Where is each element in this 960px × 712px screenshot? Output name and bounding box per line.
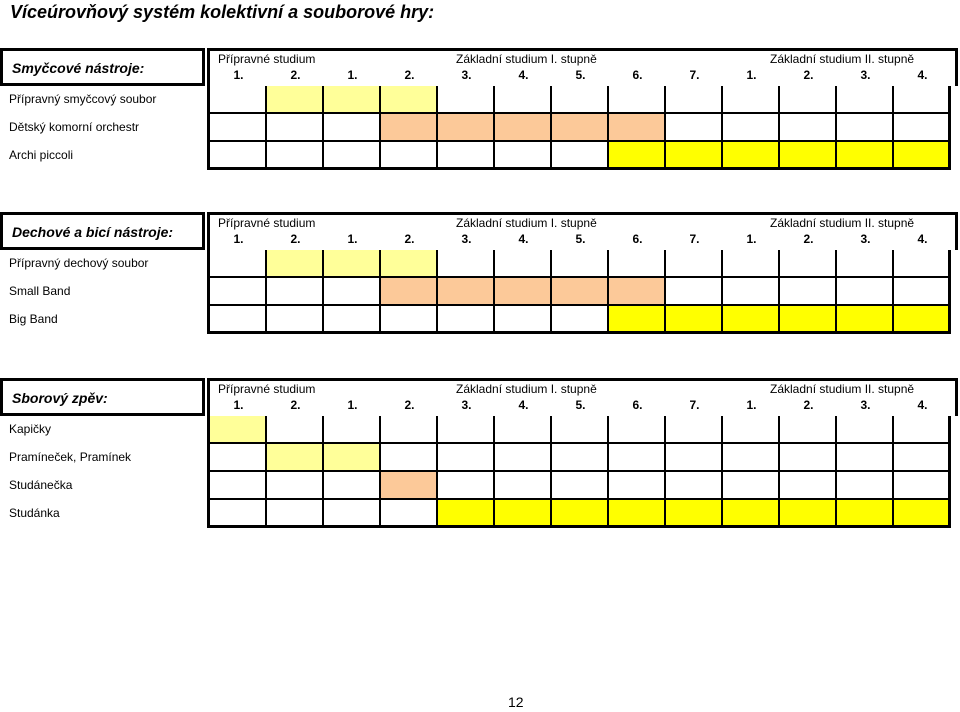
year-cell xyxy=(495,416,552,444)
year-cell xyxy=(666,472,723,500)
year-cell xyxy=(495,114,552,142)
year-cell xyxy=(207,416,267,444)
column-group-label: Základní studium I. stupně xyxy=(456,52,597,66)
year-cell xyxy=(267,142,324,170)
table-row xyxy=(0,86,960,114)
column-year-label: 6. xyxy=(632,398,643,412)
year-cell xyxy=(723,500,780,528)
year-cell xyxy=(324,500,381,528)
column-group-label: Přípravné studium xyxy=(218,216,316,230)
section-title: Dechové a bicí nástroje: xyxy=(12,224,174,240)
year-cell xyxy=(894,306,951,334)
year-cell xyxy=(438,114,495,142)
year-cell xyxy=(666,500,723,528)
column-group-label: Přípravné studium xyxy=(218,382,316,396)
year-cell xyxy=(495,278,552,306)
year-cell xyxy=(723,86,780,114)
section-1 xyxy=(0,48,960,170)
year-cell xyxy=(609,306,666,334)
column-year-label: 5. xyxy=(575,68,586,82)
year-cell xyxy=(381,86,438,114)
year-cell xyxy=(438,500,495,528)
column-year-label: 6. xyxy=(632,232,643,246)
year-cell xyxy=(780,142,837,170)
year-cell xyxy=(438,472,495,500)
year-cell xyxy=(381,114,438,142)
column-year-label: 2. xyxy=(290,68,301,82)
year-cell xyxy=(324,250,381,278)
year-cell xyxy=(780,416,837,444)
year-cell xyxy=(894,416,951,444)
year-cell xyxy=(837,472,894,500)
column-year-label: 1. xyxy=(746,398,757,412)
column-year-label: 3. xyxy=(860,232,871,246)
year-cell xyxy=(666,250,723,278)
column-year-label: 2. xyxy=(290,232,301,246)
column-year-label: 3. xyxy=(860,398,871,412)
year-cell xyxy=(324,444,381,472)
year-cell xyxy=(780,86,837,114)
year-cell xyxy=(780,444,837,472)
table-row xyxy=(0,416,960,444)
column-year-label: 2. xyxy=(404,232,415,246)
year-cell xyxy=(894,250,951,278)
year-cell xyxy=(609,278,666,306)
year-cell xyxy=(495,306,552,334)
year-cell xyxy=(495,444,552,472)
year-cell xyxy=(780,250,837,278)
section-title-box xyxy=(0,212,205,250)
year-cell xyxy=(609,500,666,528)
column-year-label: 7. xyxy=(689,232,700,246)
year-cell xyxy=(780,278,837,306)
year-cell xyxy=(438,416,495,444)
year-cell xyxy=(324,114,381,142)
year-cell xyxy=(381,416,438,444)
column-year-label: 2. xyxy=(803,232,814,246)
column-year-label: 6. xyxy=(632,68,643,82)
year-cell xyxy=(609,444,666,472)
year-cell xyxy=(438,278,495,306)
year-cell xyxy=(381,142,438,170)
table-row xyxy=(0,250,960,278)
column-year-label: 4. xyxy=(917,232,928,246)
year-cell xyxy=(894,114,951,142)
year-cell xyxy=(207,278,267,306)
year-cell xyxy=(552,500,609,528)
ensemble-name: Studánka xyxy=(9,506,60,520)
year-cell xyxy=(267,250,324,278)
year-cell xyxy=(267,416,324,444)
year-cell xyxy=(381,278,438,306)
column-year-label: 4. xyxy=(917,398,928,412)
year-cell xyxy=(894,472,951,500)
ensemble-name: Přípravný smyčcový soubor xyxy=(9,92,157,106)
year-cell xyxy=(438,306,495,334)
year-cell xyxy=(894,444,951,472)
column-year-label: 1. xyxy=(347,68,358,82)
year-cell xyxy=(324,306,381,334)
year-cell xyxy=(666,416,723,444)
year-cell xyxy=(207,500,267,528)
year-cell xyxy=(552,114,609,142)
ensemble-name: Kapičky xyxy=(9,422,52,436)
column-group-label: Základní studium I. stupně xyxy=(456,216,597,230)
year-cell xyxy=(552,416,609,444)
section-title: Smyčcové nástroje: xyxy=(12,60,145,76)
year-cell xyxy=(552,472,609,500)
column-year-label: 1. xyxy=(347,232,358,246)
ensemble-name: Big Band xyxy=(9,312,58,326)
column-year-label: 7. xyxy=(689,398,700,412)
year-cell xyxy=(666,278,723,306)
section-3 xyxy=(0,378,960,528)
ensemble-name: Pramíneček, Pramínek xyxy=(9,450,132,464)
column-year-label: 1. xyxy=(233,398,244,412)
year-cell xyxy=(723,472,780,500)
column-year-label: 7. xyxy=(689,68,700,82)
year-cell xyxy=(609,86,666,114)
year-cell xyxy=(837,306,894,334)
column-header xyxy=(207,378,958,416)
year-cell xyxy=(324,86,381,114)
year-cell xyxy=(207,472,267,500)
column-year-label: 3. xyxy=(461,398,472,412)
column-group-label: Základní studium II. stupně xyxy=(770,52,915,66)
year-cell xyxy=(609,416,666,444)
column-year-label: 3. xyxy=(461,68,472,82)
column-year-label: 1. xyxy=(233,232,244,246)
column-year-label: 2. xyxy=(290,398,301,412)
year-cell xyxy=(438,250,495,278)
year-cell xyxy=(267,306,324,334)
ensemble-name: Dětský komorní orchestr xyxy=(9,120,140,134)
year-cell xyxy=(324,278,381,306)
column-group-label: Základní studium II. stupně xyxy=(770,382,915,396)
year-cell xyxy=(666,86,723,114)
year-cell xyxy=(666,142,723,170)
section-title: Sborový zpěv: xyxy=(12,390,108,406)
year-cell xyxy=(207,86,267,114)
year-cell xyxy=(723,142,780,170)
table-row xyxy=(0,114,960,142)
year-cell xyxy=(837,114,894,142)
column-year-label: 1. xyxy=(746,232,757,246)
year-cell xyxy=(267,86,324,114)
year-cell xyxy=(207,306,267,334)
year-cell xyxy=(438,86,495,114)
year-cell xyxy=(723,250,780,278)
year-cell xyxy=(837,86,894,114)
year-cell xyxy=(894,86,951,114)
table-row xyxy=(0,500,960,528)
year-cell xyxy=(552,250,609,278)
ensemble-name: Small Band xyxy=(9,284,71,298)
column-group-label: Základní studium I. stupně xyxy=(456,382,597,396)
year-cell xyxy=(780,306,837,334)
year-cell xyxy=(381,472,438,500)
year-cell xyxy=(324,472,381,500)
year-cell xyxy=(381,306,438,334)
year-cell xyxy=(381,500,438,528)
year-cell xyxy=(894,278,951,306)
year-cell xyxy=(666,444,723,472)
year-cell xyxy=(207,142,267,170)
year-cell xyxy=(666,114,723,142)
column-year-label: 5. xyxy=(575,232,586,246)
year-cell xyxy=(723,444,780,472)
year-cell xyxy=(495,500,552,528)
table-row xyxy=(0,306,960,334)
year-cell xyxy=(609,472,666,500)
year-cell xyxy=(207,114,267,142)
year-cell xyxy=(267,114,324,142)
section-title-box xyxy=(0,378,205,416)
year-cell xyxy=(609,142,666,170)
year-cell xyxy=(894,500,951,528)
column-year-label: 2. xyxy=(404,398,415,412)
year-cell xyxy=(837,142,894,170)
column-year-label: 4. xyxy=(518,232,529,246)
ensemble-name: Archi piccoli xyxy=(9,148,74,162)
column-group-label: Základní studium II. stupně xyxy=(770,216,915,230)
year-cell xyxy=(207,250,267,278)
year-cell xyxy=(267,278,324,306)
ensemble-name: Studánečka xyxy=(9,478,73,492)
year-cell xyxy=(837,278,894,306)
year-cell xyxy=(609,250,666,278)
year-cell xyxy=(666,306,723,334)
table-row xyxy=(0,142,960,170)
year-cell xyxy=(609,114,666,142)
year-cell xyxy=(552,142,609,170)
year-cell xyxy=(495,86,552,114)
year-cell xyxy=(780,500,837,528)
year-cell xyxy=(723,416,780,444)
year-cell xyxy=(495,250,552,278)
year-cell xyxy=(324,142,381,170)
year-cell xyxy=(552,86,609,114)
column-year-label: 2. xyxy=(803,68,814,82)
year-cell xyxy=(207,444,267,472)
year-cell xyxy=(837,416,894,444)
year-cell xyxy=(381,444,438,472)
column-year-label: 4. xyxy=(518,398,529,412)
column-year-label: 2. xyxy=(803,398,814,412)
year-cell xyxy=(552,444,609,472)
column-group-label: Přípravné studium xyxy=(218,52,316,66)
year-cell xyxy=(780,472,837,500)
column-year-label: 4. xyxy=(518,68,529,82)
column-header xyxy=(207,48,958,86)
column-header xyxy=(207,212,958,250)
column-year-label: 1. xyxy=(233,68,244,82)
year-cell xyxy=(552,306,609,334)
column-year-label: 2. xyxy=(404,68,415,82)
year-cell xyxy=(381,250,438,278)
column-year-label: 3. xyxy=(860,68,871,82)
year-cell xyxy=(324,416,381,444)
section-2 xyxy=(0,212,960,334)
year-cell xyxy=(438,142,495,170)
year-cell xyxy=(267,500,324,528)
year-cell xyxy=(894,142,951,170)
column-year-label: 1. xyxy=(347,398,358,412)
year-cell xyxy=(780,114,837,142)
year-cell xyxy=(267,444,324,472)
column-year-label: 1. xyxy=(746,68,757,82)
table-row xyxy=(0,444,960,472)
column-year-label: 4. xyxy=(917,68,928,82)
year-cell xyxy=(267,472,324,500)
year-cell xyxy=(495,142,552,170)
year-cell xyxy=(837,250,894,278)
year-cell xyxy=(837,500,894,528)
year-cell xyxy=(438,444,495,472)
year-cell xyxy=(552,278,609,306)
year-cell xyxy=(723,278,780,306)
ensemble-name: Přípravný dechový soubor xyxy=(9,256,149,270)
year-cell xyxy=(723,114,780,142)
section-title-box xyxy=(0,48,205,86)
page-title: Víceúrovňový systém kolektivní a souborové hry: xyxy=(10,2,435,22)
year-cell xyxy=(495,472,552,500)
column-year-label: 5. xyxy=(575,398,586,412)
table-row xyxy=(0,278,960,306)
table-row xyxy=(0,472,960,500)
year-cell xyxy=(723,306,780,334)
column-year-label: 3. xyxy=(461,232,472,246)
year-cell xyxy=(837,444,894,472)
page-number: 12 xyxy=(508,694,524,710)
